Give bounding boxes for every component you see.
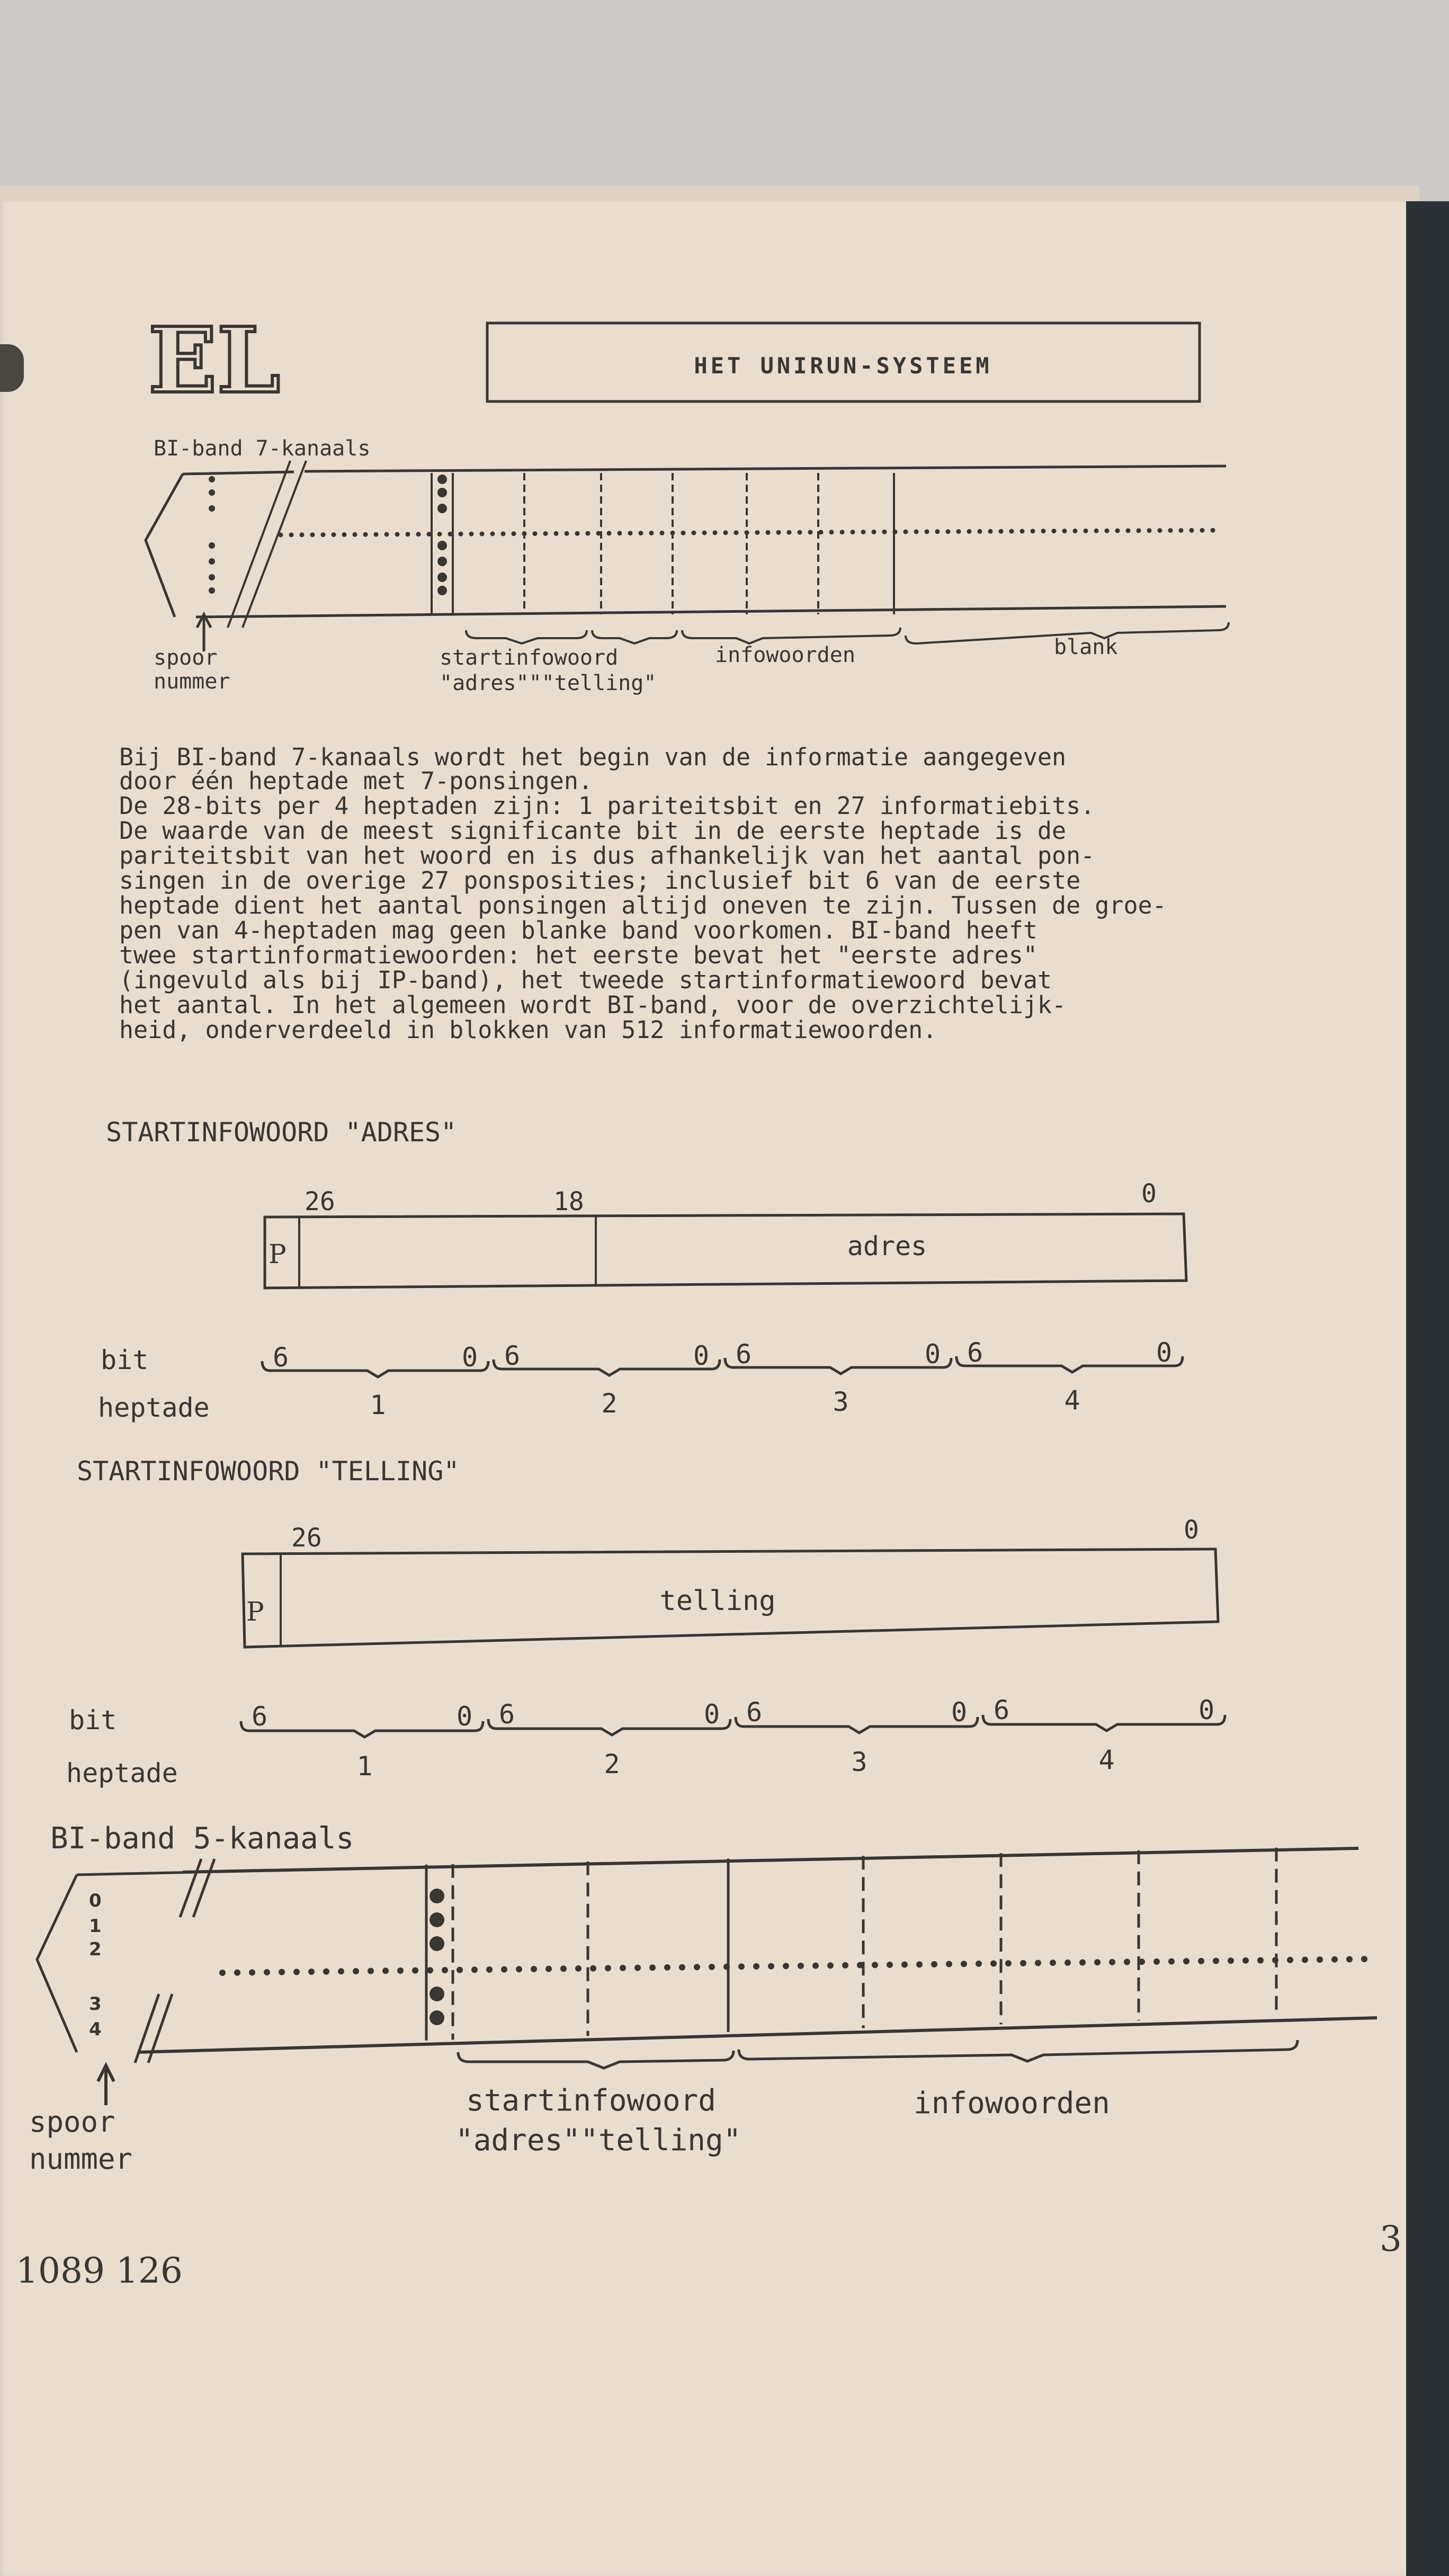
tape7-feed-hole bbox=[808, 530, 813, 535]
tape5-feed-hole bbox=[234, 1970, 240, 1976]
tape5-feed-hole bbox=[649, 1964, 656, 1971]
heptade-number: 2 bbox=[604, 1749, 620, 1779]
tape5-channel-1: 1 bbox=[89, 1916, 102, 1937]
tape7-feed-hole bbox=[925, 529, 929, 534]
page-number: 3 bbox=[1380, 2219, 1402, 2259]
tape5-feed-hole bbox=[1302, 1956, 1308, 1963]
heptade-scale-adres bbox=[262, 1337, 1183, 1420]
tape7-channel-hole bbox=[209, 542, 215, 549]
tape5-feed-hole bbox=[1361, 1956, 1367, 1962]
adres-bit0: 0 bbox=[1141, 1179, 1157, 1209]
heptade-brace bbox=[736, 1717, 978, 1733]
tape7-brace-telling bbox=[592, 630, 677, 643]
tape7-nummer: nummer bbox=[154, 669, 230, 694]
tape7-feed-hole bbox=[1094, 529, 1099, 533]
bit-label-0: 0 bbox=[457, 1701, 473, 1732]
telling-bit26: 26 bbox=[291, 1523, 322, 1553]
tape7-dividers bbox=[432, 473, 894, 614]
paragraph-line: twee startinformatiewoorden: het eerste bevat het "eerste adres" bbox=[119, 941, 1037, 969]
tape7-marker-hole bbox=[437, 488, 447, 497]
tape5-feed-hole bbox=[1228, 1957, 1234, 1964]
tape5-feed-hole bbox=[1153, 1958, 1160, 1965]
tape5-feed-hole bbox=[575, 1965, 582, 1972]
bit-label-0: 0 bbox=[693, 1340, 710, 1371]
tape5-dividers bbox=[426, 1848, 1276, 2041]
tape5-adres-telling: "adres""telling" bbox=[455, 2123, 741, 2158]
bit-label-6: 6 bbox=[736, 1339, 752, 1370]
tape7-channel-hole bbox=[209, 587, 215, 594]
heptade-brace bbox=[494, 1359, 720, 1375]
heptade-number: 4 bbox=[1064, 1385, 1080, 1416]
tape5-feed-hole bbox=[1242, 1957, 1249, 1964]
tape5-feed-hole bbox=[738, 1963, 745, 1970]
tape5-feed-hole bbox=[664, 1964, 670, 1971]
bit-label-0: 0 bbox=[1198, 1695, 1215, 1725]
tape5-feed-hole bbox=[1317, 1956, 1323, 1963]
tape7-feed-hole bbox=[490, 532, 495, 536]
tape7-feed-hole bbox=[332, 532, 336, 537]
tape5-feed-hole bbox=[1168, 1958, 1175, 1964]
tape5-feed-hole bbox=[308, 1969, 315, 1975]
tape5-feed-hole bbox=[1020, 1960, 1026, 1966]
tape5-marker-hole bbox=[430, 1889, 444, 1903]
tape7-feed-hole bbox=[766, 530, 771, 535]
heptade-brace bbox=[262, 1361, 488, 1377]
tape5-feed-hole bbox=[1124, 1959, 1130, 1965]
bit-label-6: 6 bbox=[967, 1337, 983, 1368]
heptade-number: 2 bbox=[601, 1388, 618, 1419]
tape7-feed-hole bbox=[1031, 529, 1035, 533]
tape7-diagram bbox=[146, 461, 1229, 651]
tape7-channel-hole bbox=[209, 574, 215, 580]
tape7-feed-hole bbox=[607, 531, 612, 535]
tape7-feed-hole bbox=[416, 532, 421, 536]
paragraph-line: pen van 4-heptaden mag geen blanke band voorkomen. BI-band heeft bbox=[119, 916, 1037, 944]
telling-field: telling bbox=[659, 1585, 776, 1617]
tape7-feed-hole bbox=[1020, 529, 1025, 534]
tape5-feed-hole bbox=[620, 1965, 626, 1971]
tape5-feed-hole bbox=[1109, 1959, 1115, 1965]
tape7-feed-hole bbox=[723, 530, 728, 535]
tape5-label: BI-band 5-kanaals bbox=[50, 1821, 354, 1856]
tape5-feed-holes bbox=[219, 1956, 1367, 1976]
tape5-feed-hole bbox=[219, 1970, 226, 1976]
tape7-feed-hole bbox=[882, 530, 887, 534]
tape7-spoor: spoor bbox=[154, 646, 218, 670]
tape5-feed-hole bbox=[516, 1966, 522, 1972]
tape5-feed-hole bbox=[709, 1964, 715, 1970]
tape5-feed-hole bbox=[1094, 1959, 1101, 1965]
tape5-feed-hole bbox=[382, 1967, 389, 1974]
heptade-number: 3 bbox=[851, 1747, 867, 1777]
tape7-label: BI-band 7-kanaals bbox=[154, 436, 371, 461]
tape5-feed-hole bbox=[368, 1968, 374, 1974]
bit-label-6: 6 bbox=[504, 1340, 521, 1371]
tape7-feed-hole bbox=[437, 532, 442, 536]
heptade-number: 3 bbox=[833, 1387, 849, 1417]
tape7-feed-hole bbox=[395, 532, 400, 536]
tape7-feed-hole bbox=[1115, 529, 1120, 533]
tape7-infowoorden: infowoorden bbox=[715, 643, 855, 667]
tape7-feed-hole bbox=[1200, 528, 1205, 533]
tape7-feed-hole bbox=[967, 529, 972, 534]
tape5-feed-hole bbox=[486, 1966, 493, 1973]
tape7-channel-hole bbox=[209, 505, 215, 512]
tape7-feed-hole bbox=[904, 530, 908, 534]
tape5-feed-hole bbox=[768, 1963, 774, 1970]
tape7-feed-hole bbox=[1189, 528, 1194, 533]
tape5-feed-hole bbox=[694, 1964, 700, 1970]
tape7-blank: blank bbox=[1054, 635, 1118, 659]
paragraph-line: De waarde van de meest significante bit in de eerste heptade is de bbox=[119, 817, 1067, 845]
scale2-bit-label: bit bbox=[69, 1705, 117, 1736]
tape7-feed-hole bbox=[755, 530, 760, 535]
tape7-feed-hole bbox=[692, 531, 696, 535]
tape7-feed-hole bbox=[1158, 528, 1162, 533]
tape7-feed-hole bbox=[310, 532, 315, 537]
tape7-feed-hole bbox=[1041, 529, 1046, 533]
tape5-marker-holes bbox=[430, 1889, 444, 2025]
logo-el: EL bbox=[148, 308, 281, 414]
tape7-feed-hole bbox=[533, 531, 538, 536]
tape7-feed-hole bbox=[1168, 528, 1173, 533]
tape5-feed-hole bbox=[961, 1961, 967, 1967]
tape5-channel-2: 2 bbox=[89, 1939, 102, 1960]
tape7-feed-hole bbox=[713, 530, 718, 535]
tape7-feed-hole bbox=[459, 532, 463, 536]
tape7-feed-hole bbox=[829, 530, 834, 534]
tape5-marker-hole bbox=[430, 2010, 444, 2025]
tape7-feed-hole bbox=[480, 532, 485, 536]
bit-label-6: 6 bbox=[252, 1701, 268, 1732]
tape5-feed-hole bbox=[397, 1967, 404, 1974]
tape5-feed-hole bbox=[1198, 1958, 1204, 1964]
paragraph-line: Bij BI-band 7-kanaals wordt het begin van de informatie aangegeven bbox=[119, 743, 1067, 771]
bit-label-6: 6 bbox=[746, 1697, 763, 1728]
tape7-feed-hole bbox=[406, 532, 410, 536]
tape5-feed-hole bbox=[872, 1962, 878, 1968]
scale1-bit-label: bit bbox=[101, 1345, 149, 1375]
tape5-feed-hole bbox=[887, 1962, 893, 1968]
paragraph-line: heid, onderverdeeld in blokken van 512 informatiewoorden. bbox=[119, 1016, 937, 1044]
description-paragraph bbox=[119, 743, 1167, 1044]
tape5-feed-hole bbox=[783, 1963, 789, 1969]
page-title: HET UNIRUN-SYSTEEM bbox=[694, 353, 992, 379]
tape5-feed-hole bbox=[293, 1969, 300, 1975]
tape7-feed-hole bbox=[512, 531, 516, 536]
tape7-feed-hole bbox=[1062, 529, 1067, 533]
tape7-feed-hole bbox=[798, 530, 802, 535]
tape7-feed-hole bbox=[279, 533, 283, 538]
tape7-feed-hole bbox=[935, 529, 940, 534]
tape5-feed-hole bbox=[471, 1966, 478, 1973]
tape5-feed-hole bbox=[679, 1964, 685, 1971]
tape5-channel-0: 0 bbox=[89, 1890, 102, 1911]
heptade-brace bbox=[983, 1715, 1225, 1731]
tape7-feed-hole bbox=[363, 532, 368, 537]
tape7-feed-hole bbox=[342, 532, 347, 537]
tape5-feed-hole bbox=[560, 1965, 567, 1972]
tape5-feed-hole bbox=[916, 1961, 923, 1967]
adres-word-box bbox=[265, 1214, 1186, 1288]
tape7-feed-hole bbox=[734, 530, 739, 535]
tape7-feed-hole bbox=[702, 531, 707, 535]
heptade-number: 1 bbox=[370, 1390, 386, 1420]
bit-label-0: 0 bbox=[925, 1339, 941, 1370]
tape7-feed-hole bbox=[353, 532, 357, 537]
tape5-feed-hole bbox=[1213, 1957, 1219, 1964]
tape5-nummer: nummer bbox=[29, 2142, 133, 2176]
bit-label-0: 0 bbox=[951, 1697, 968, 1728]
tape5-channel-3: 3 bbox=[89, 1993, 102, 2015]
tape5-feed-hole bbox=[1050, 1960, 1056, 1966]
tape5-spoor: spoor bbox=[29, 2105, 115, 2139]
tape7-feed-hole bbox=[1211, 528, 1215, 533]
paragraph-line: pariteitsbit van het woord en is dus afhankelijk van het aantal pon- bbox=[119, 842, 1095, 870]
tape7-feed-hole bbox=[649, 531, 654, 535]
tape7-feed-hole bbox=[681, 531, 686, 535]
tape7-marker-hole bbox=[437, 586, 447, 595]
tape7-feed-hole bbox=[946, 529, 951, 534]
tape7-feed-hole bbox=[1105, 529, 1110, 533]
tape7-channel-hole bbox=[209, 489, 215, 496]
tape5-feed-hole bbox=[353, 1968, 359, 1974]
tape7-feed-hole bbox=[1137, 528, 1141, 533]
heptade-scale-telling bbox=[241, 1695, 1225, 1782]
tape7-marker-hole bbox=[437, 541, 447, 550]
tape5-feed-hole bbox=[1331, 1956, 1338, 1963]
tape7-feed-hole bbox=[776, 530, 781, 535]
tape7-marker-hole bbox=[437, 475, 447, 484]
tape7-feed-hole bbox=[300, 532, 305, 537]
tape7-marker-hole bbox=[437, 573, 447, 582]
tape5-channel-4: 4 bbox=[89, 2019, 102, 2040]
tape7-feed-hole bbox=[289, 532, 294, 537]
tape5-feed-hole bbox=[249, 1969, 255, 1975]
tape5-feed-hole bbox=[753, 1963, 759, 1970]
heptade-brace bbox=[488, 1719, 730, 1735]
tape7-feed-hole bbox=[565, 531, 569, 536]
bit-label-0: 0 bbox=[704, 1699, 720, 1730]
paragraph-line: singen in de overige 27 ponsposities; inclusief bit 6 van de eerste bbox=[119, 866, 1081, 895]
tape5-feed-hole bbox=[990, 1961, 997, 1967]
tape7-channel-hole bbox=[209, 558, 215, 565]
heptade-number: 1 bbox=[356, 1751, 373, 1782]
tape5-feed-hole bbox=[501, 1966, 507, 1973]
tape5-feed-hole bbox=[279, 1969, 285, 1975]
tape7-marker-hole bbox=[437, 557, 447, 566]
tape5-feed-hole bbox=[842, 1962, 848, 1969]
tape5-feed-hole bbox=[545, 1966, 552, 1972]
bit-label-6: 6 bbox=[499, 1699, 515, 1730]
paragraph-line: het aantal. In het algemeen wordt BI-band, voor de overzichtelijk- bbox=[119, 991, 1067, 1019]
tape7-feed-hole bbox=[956, 529, 961, 534]
tape5-feed-hole bbox=[264, 1969, 270, 1975]
tape5-channel-numbers bbox=[89, 1890, 102, 2040]
tape5-feed-hole bbox=[946, 1961, 952, 1967]
tape7-feed-hole bbox=[618, 531, 622, 535]
tape7-feed-hole bbox=[501, 531, 506, 536]
tape7-feed-hole bbox=[914, 530, 919, 534]
tape7-channel-hole bbox=[209, 476, 215, 482]
tape7-feed-hole bbox=[1126, 529, 1131, 533]
tape5-spoor-arrow bbox=[98, 2065, 114, 2105]
bit-label-0: 0 bbox=[462, 1342, 478, 1373]
adres-bit26: 26 bbox=[305, 1187, 335, 1217]
tape5-feed-hole bbox=[634, 1965, 641, 1971]
bit-label-6: 6 bbox=[273, 1342, 289, 1373]
tape5-feed-hole bbox=[931, 1961, 937, 1967]
tape7-feed-hole bbox=[851, 530, 855, 534]
tape7-feed-hole bbox=[1179, 528, 1184, 533]
heptade-brace bbox=[725, 1358, 951, 1374]
tape7-feed-hole bbox=[1073, 529, 1078, 533]
tape5-feed-hole bbox=[1005, 1960, 1012, 1966]
tape7-feed-hole bbox=[469, 532, 474, 536]
tape7-feed-hole bbox=[374, 532, 379, 537]
tape7-feed-hole bbox=[840, 530, 845, 534]
tape7-feed-hole bbox=[978, 529, 982, 534]
paragraph-line: (ingevuld als bij IP-band), het tweede startinformatiewoord bevat bbox=[119, 966, 1052, 994]
bit-label-0: 0 bbox=[1156, 1337, 1173, 1368]
tape7-feed-hole bbox=[787, 530, 792, 535]
heptade-brace bbox=[241, 1721, 483, 1737]
paragraph-line: door één heptade met 7-ponsingen. bbox=[119, 767, 593, 795]
tape5-infowoorden: infowoorden bbox=[914, 2086, 1110, 2121]
tape5-feed-hole bbox=[442, 1967, 448, 1973]
document-number: 1089 126 bbox=[16, 2250, 183, 2291]
adres-bit18: 18 bbox=[553, 1187, 584, 1217]
tape7-feed-hole bbox=[586, 531, 591, 536]
tape7-feed-hole bbox=[1147, 528, 1152, 533]
adres-heading: STARTINFOWOORD "ADRES" bbox=[106, 1117, 457, 1148]
tape5-feed-hole bbox=[605, 1965, 611, 1971]
tape7-feed-hole bbox=[554, 531, 559, 536]
tape7-feed-hole bbox=[1084, 529, 1088, 533]
telling-parity-bit: P bbox=[246, 1596, 264, 1627]
tape7-feed-hole bbox=[628, 531, 633, 535]
tape7-feed-hole bbox=[872, 530, 876, 534]
tape7-feed-hole bbox=[988, 529, 993, 534]
tape7-feed-hole bbox=[384, 532, 389, 537]
tape5-startinfowoord: startinfowoord bbox=[466, 2083, 717, 2118]
tape5-feed-hole bbox=[457, 1967, 463, 1973]
tape5-brace-infowoorden bbox=[739, 2040, 1298, 2061]
tape5-feed-hole bbox=[412, 1967, 418, 1974]
adres-parity-bit: P bbox=[269, 1239, 287, 1269]
tape7-startinfowoord: startinfowoord bbox=[440, 646, 619, 670]
tape7-adres-telling: "adres"""telling" bbox=[440, 671, 657, 695]
bit-label-6: 6 bbox=[994, 1695, 1010, 1725]
tape5-marker-hole bbox=[430, 1987, 444, 2001]
tape7-feed-hole bbox=[575, 531, 580, 536]
heptade-number: 4 bbox=[1098, 1745, 1115, 1775]
tape5-diagram bbox=[37, 1848, 1377, 2105]
telling-heading: STARTINFOWOORD "TELLING" bbox=[77, 1456, 460, 1487]
tape5-feed-hole bbox=[338, 1968, 344, 1974]
tape5-feed-hole bbox=[1183, 1958, 1189, 1964]
tape7-feed-hole bbox=[660, 531, 665, 535]
tape7-feed-hole bbox=[1052, 529, 1057, 533]
tape5-feed-hole bbox=[812, 1963, 819, 1969]
paragraph-line: De 28-bits per 4 heptaden zijn: 1 pariteitsbit en 27 informatiebits. bbox=[119, 792, 1095, 820]
tape7-feed-hole bbox=[1009, 529, 1014, 534]
tape5-feed-hole bbox=[1065, 1960, 1071, 1966]
tape5-feed-hole bbox=[1035, 1960, 1041, 1966]
tape7-feed-hole bbox=[861, 530, 866, 534]
heptade-brace bbox=[956, 1356, 1183, 1372]
tape5-feed-hole bbox=[1257, 1957, 1264, 1963]
tape5-marker-hole bbox=[430, 1912, 444, 1927]
tape7-feed-hole bbox=[999, 529, 1004, 534]
tape5-feed-hole bbox=[323, 1969, 329, 1975]
tape7-channel-holes bbox=[209, 476, 215, 594]
tape5-feed-hole bbox=[1346, 1956, 1353, 1962]
tape5-feed-hole bbox=[427, 1967, 433, 1973]
tape5-feed-hole bbox=[590, 1965, 596, 1972]
tape5-feed-hole bbox=[827, 1962, 834, 1969]
tape7-feed-hole bbox=[543, 531, 548, 536]
tape7-brace-infowoorden bbox=[682, 628, 900, 643]
tape5-feed-hole bbox=[1079, 1960, 1086, 1966]
tape7-brace-adres bbox=[466, 630, 587, 643]
tape5-feed-hole bbox=[798, 1963, 804, 1969]
tape7-marker-hole bbox=[437, 504, 447, 513]
tape5-brace-startinfo bbox=[458, 2051, 734, 2068]
adres-field: adres bbox=[847, 1231, 927, 1262]
tape7-feed-hole bbox=[639, 531, 643, 535]
tape5-feed-hole bbox=[976, 1961, 982, 1967]
paragraph-line: heptade dient het aantal ponsingen altijd oneven te zijn. Tussen de groe- bbox=[119, 891, 1167, 919]
tape5-feed-hole bbox=[531, 1966, 537, 1972]
tape7-feed-hole bbox=[321, 532, 326, 537]
tape5-feed-hole bbox=[1287, 1957, 1293, 1963]
scale2-heptade-label: heptade bbox=[66, 1758, 178, 1788]
tape5-marker-hole bbox=[430, 1936, 444, 1951]
tape5-feed-hole bbox=[901, 1962, 908, 1968]
scale1-heptade-label: heptade bbox=[98, 1392, 210, 1423]
telling-bit0: 0 bbox=[1184, 1515, 1199, 1545]
